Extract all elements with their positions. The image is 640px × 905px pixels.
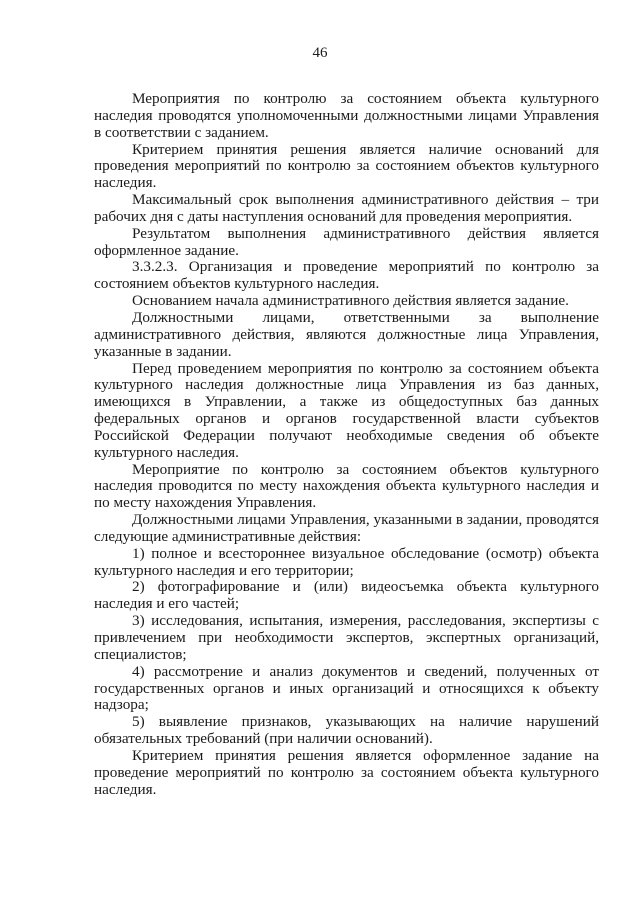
paragraph: Максимальный срок выполнения административного действия – три рабочих дня с даты наступления оснований для проведения мероприятия. [94, 191, 599, 225]
document-body [94, 91, 599, 798]
paragraph: Критерием принятия решения является оформленное задание на проведение мероприятий по контролю за состоянием объекта культурного наследия. [94, 746, 599, 798]
list-item: 3) исследования, испытания, измерения, расследования, экспертизы с привлечением при необходимости экспертов, экспертных организаций, специалистов; [94, 612, 599, 663]
paragraph: Мероприятия по контролю за состоянием объекта культурного наследия проводятся уполномоченными должностными лицами Управления в соответствии с заданием. [94, 90, 599, 141]
page-number: 46 [312, 45, 328, 61]
list-item: 4) рассмотрение и анализ документов и сведений, полученных от государственных органов и иных организаций и относящихся к объекту надзора; [94, 662, 599, 714]
paragraph: Критерием принятия решения является наличие оснований для проведения мероприятий по контролю за состоянием объектов культурного наследия. [94, 140, 599, 192]
list-item: 1) полное и всестороннее визуальное обследование (осмотр) объекта культурного наследия и его территории; [94, 544, 599, 579]
paragraph: Мероприятие по контролю за состоянием объектов культурного наследия проводится по месту нахождения объекта культурного наследия и по месту нахождения Управления. [94, 460, 599, 512]
section-heading-paragraph: 3.3.2.3. Организация и проведение мероприятий по контролю за состоянием объектов культурного наследия. [94, 258, 599, 293]
paragraph: Основанием начала административного действия является задание. [132, 292, 569, 310]
paragraph: Перед проведением мероприятия по контролю за состоянием объекта культурного наследия должностные лица Управления из баз данных, имеющихся в Управлении, а также из общедоступных баз данных федеральных органов и органов государственной власти субъектов Российской Федерации получают необходимые сведения об объекте культурного наследия. [94, 359, 599, 461]
paragraph: Результатом выполнения административного действия является оформленное задание. [94, 224, 599, 259]
paragraph: Должностными лицами Управления, указанными в задании, проводятся следующие административные действия: [94, 511, 599, 545]
paragraph: Должностными лицами, ответственными за выполнение административного действия, являются должностные лица Управления, указанные в задании. [94, 308, 599, 360]
list-item: 5) выявление признаков, указывающих на наличие нарушений обязательных требований (при наличии оснований). [94, 713, 599, 748]
list-item: 2) фотографирование и (или) видеосъемка объекта культурного наследия и его частей; [94, 578, 599, 613]
